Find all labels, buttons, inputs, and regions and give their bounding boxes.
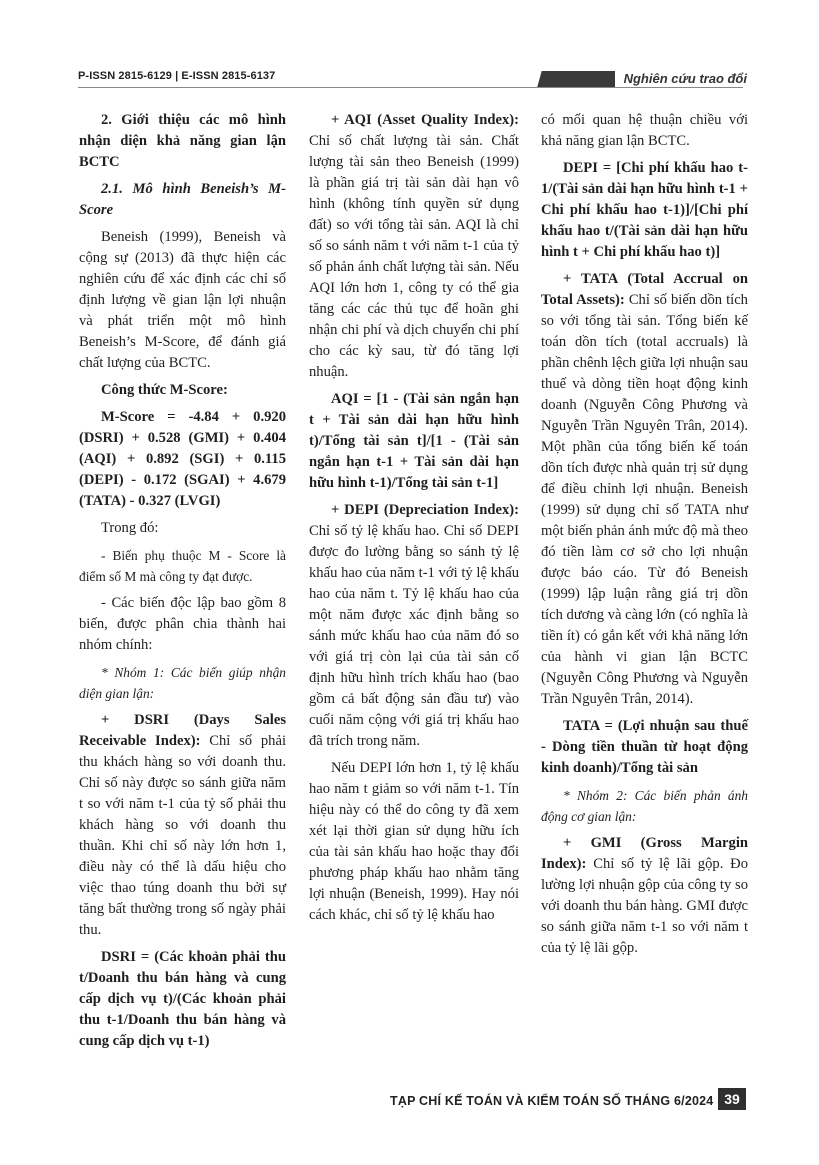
definition: Chỉ số biến dồn tích so với tổng tài sản. Tổng biến kế toán dồn tích (total accruals) là phần chênh lệch giữa lợi nhuận sau thuế và dòng tiền hoạt động kinh doanh (Nguyễn Công Phương và Nguyễn Trần Nguyên Trân, 2014). Một phần của tổng biến kế toán dồn tích được nhà quản trị sử dụng để điều chỉnh lợi nhuận. Beneish (1999) sử dụng chỉ số TATA như một biến phản ánh mức độ mà theo đó tiền làm cơ sở cho lợi nhuận được báo cáo. Từ đó Beneish (1999) lập luận rằng giá trị dồn tích dương và càng lớn (có nghĩa là tiền ít) có gắn kết với khả năng lớn của hành vi gian lận BCTC (Nguyễn Công Phương và Nguyễn Trần Nguyên Trân, 2014). <box>541 292 748 707</box>
paragraph: - Các biến độc lập bao gồm 8 biến, được phân chia thành hai nhóm chính: <box>79 595 286 653</box>
issn-line: P-ISSN 2815-6129 | E-ISSN 2815-6137 <box>78 70 276 82</box>
group-label: * Nhóm 1: Các biến giúp nhận diện gian lận: <box>79 665 286 701</box>
definition: Chỉ số tỷ lệ lãi gộp. Đo lường lợi nhuận gộp của công ty so với doanh thu bán hàng. GMI được so sánh giữa năm t-1 so với năm t của tỷ lệ lãi gộp. <box>541 856 748 956</box>
paragraph: Nếu DEPI lớn hơn 1, tỷ lệ khấu hao năm t giảm so với năm t-1. Tín hiệu này có thể do công ty đã xem xét lại thời gian sử dụng hữu ích của tài sản khấu hao hoặc thay đổi phương pháp khấu hao nhằm tăng lợi nhuận (Beneish, 1999). Hay nói cách khác, chỉ số tỷ lệ khấu hao <box>309 760 519 923</box>
column-1 <box>79 110 286 1058</box>
formula-title: Công thức M-Score: <box>101 382 228 398</box>
tata-paragraph <box>541 269 748 710</box>
gmi-paragraph <box>541 833 748 959</box>
depi-paragraph <box>309 500 519 752</box>
m-score-formula: M-Score = -4.84 + 0.920 (DSRI) + 0.528 (GMI) + 0.404 (AQI) + 0.892 (SGI) + 0.115 (DEPI) - 0.172 (SGAI) + 4.679 (TATA) - 0.327 (LVGI) <box>79 409 286 509</box>
column-2 <box>309 110 519 932</box>
page-number: 39 <box>718 1088 746 1110</box>
section-header <box>537 71 747 88</box>
section-heading: 2. Giới thiệu các mô hình nhận diện khả năng gian lận BCTC <box>79 112 286 170</box>
tata-formula: TATA = (Lợi nhuận sau thuế - Dòng tiền thuần từ hoạt động kinh doanh)/Tổng tài sản <box>541 718 748 776</box>
depi-formula: DEPI = [Chi phí khấu hao t-1/(Tài sản dài hạn hữu hình t-1 + Chi phí khấu hao t-1)]/[Chi phí khấu hao t/(Tài sản dài hạn hữu hình t + Chi phí khấu hao t)] <box>541 160 748 260</box>
term: + DEPI (Depreciation Index): <box>331 502 519 518</box>
paragraph: Beneish (1999), Beneish và cộng sự (2013) đã thực hiện các nghiên cứu để xác định các chỉ số định lượng về gian lận lợi nhuận và phát triển một mô hình Beneish’s M-Score, để đánh giá chất lượng của BCTC. <box>79 229 286 371</box>
aqi-paragraph <box>309 110 519 383</box>
definition: Chỉ số tỷ lệ khấu hao. Chỉ số DEPI được đo lường bằng so sánh tỷ lệ khấu hao của năm t-1 với tỷ lệ khấu hao của năm t. Tỷ lệ khấu hao của một năm được xác định bằng so sánh mức khấu hao của năm đó so với giá trị còn lại của tài sản cố định hữu hình trích khấu hao (bao gồm cả bất động sản đầu tư) vào cuối năm cộng với giá trị khấu hao đã trích trong năm. <box>309 523 519 749</box>
term: + AQI (Asset Quality Index): <box>331 112 519 128</box>
paragraph: có mối quan hệ thuận chiều với khả năng gian lận BCTC. <box>541 112 748 149</box>
definition: Chỉ số chất lượng tài sản. Chất lượng tài sản theo Beneish (1999) là phần giá trị tài sản dài hạn vô hình (không tính quyền sử dụng đất) so với tổng tài sản. AQI là chỉ số so sánh năm t với năm t-1 của tỷ số phản ánh chất lượng tài sản. Nếu AQI lớn hơn 1, công ty có thể gia tăng các các thủ tục để hoãn ghi nhận chi phí và dịch chuyển chi phí cho các kỳ sau, từ đó tăng lợi nhuận. <box>309 133 519 380</box>
dsri-paragraph <box>79 710 286 941</box>
journal-footer: TẠP CHÍ KẾ TOÁN VÀ KIỂM TOÁN SỐ THÁNG 6/2024 <box>390 1094 714 1108</box>
paragraph: - Biến phụ thuộc M - Score là điểm số M mà công ty đạt được. <box>79 548 286 584</box>
term: + TATA (Total Accrual on Total Assets): <box>541 271 748 308</box>
column-3 <box>541 110 748 965</box>
header-divider <box>78 87 743 88</box>
dsri-formula: DSRI = (Các khoản phải thu t/Doanh thu bán hàng và cung cấp dịch vụ t)/(Các khoản phải thu t-1/Doanh thu bán hàng và cung cấp dịch vụ t-1) <box>79 949 286 1049</box>
term: + GMI (Gross Margin Index): <box>541 835 748 872</box>
paragraph: Trong đó: <box>101 520 159 536</box>
definition: Chỉ số phải thu khách hàng so với doanh thu. Chỉ số này được so sánh giữa năm t so với năm t-1 của tỷ số phải thu khách hàng so với doanh thu thuần. Khi chỉ số này lớn hơn 1, điều này có thể là dấu hiệu cho việc thao túng doanh thu bởi sự tăng bất thường trong số ngày phải thu. <box>79 733 286 938</box>
term: + DSRI (Days Sales Receivable Index): <box>79 712 286 749</box>
group-label: * Nhóm 2: Các biến phản ánh động cơ gian lận: <box>541 788 748 824</box>
subsection-heading: 2.1. Mô hình Beneish’s M-Score <box>79 181 286 218</box>
header-stripe <box>537 71 615 88</box>
aqi-formula: AQI = [1 - (Tài sản ngắn hạn t + Tài sản dài hạn hữu hình t)/Tổng tài sản t]/[1 - (Tài sản ngắn hạn t-1 + Tài sản dài hạn hữu hình t-1)/Tổng tài sản t-1] <box>309 391 519 491</box>
section-title: Nghiên cứu trao đổi <box>623 71 747 86</box>
